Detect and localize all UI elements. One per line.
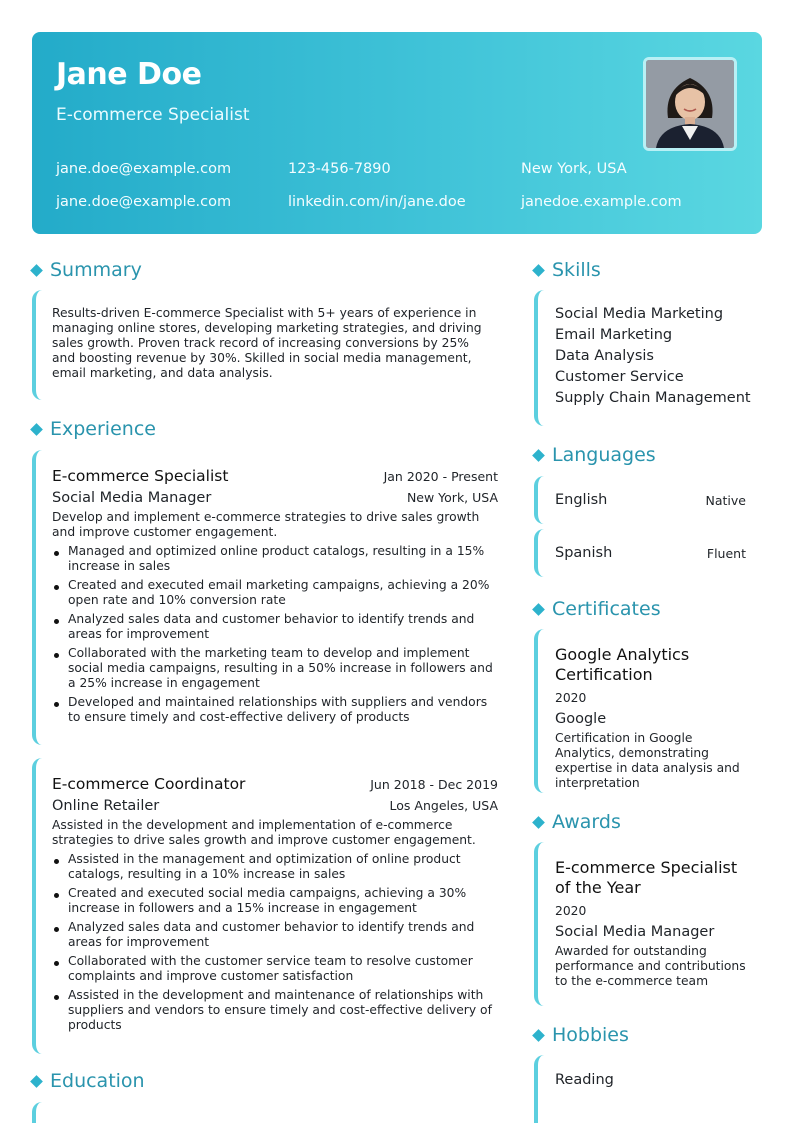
- profile-photo: [643, 57, 737, 151]
- experience-item: [32, 450, 496, 745]
- summary-heading: [32, 258, 142, 282]
- awards-heading: [534, 810, 621, 834]
- profile-photo-portrait: [646, 60, 734, 148]
- job-bullet: Created and executed email marketing campaigns, achieving a 20% open rate and 10% conversion rate: [52, 578, 498, 608]
- language-level: Fluent: [706, 545, 746, 561]
- diamond-icon: [30, 264, 43, 277]
- contact-phone[interactable]: 123-456-7890: [288, 161, 391, 177]
- job-description: Develop and implement e-commerce strategies to drive sales growth and improve customer engagement.: [52, 510, 480, 539]
- job-bullet: Managed and optimized online product catalogs, resulting in a 15% increase in sales: [52, 544, 498, 574]
- job-bullets: [52, 544, 498, 725]
- diamond-icon: [30, 423, 43, 436]
- certificate-title: Google Analytics Certification: [555, 645, 690, 684]
- certificate-description: Certification in Google Analytics, demonstrating expertise in data analysis and interpretation: [555, 731, 740, 790]
- hobbies-card: [534, 1055, 762, 1123]
- skills-card: [534, 290, 762, 426]
- job-title: E-commerce Specialist: [52, 467, 229, 485]
- diamond-icon: [30, 1075, 43, 1088]
- diamond-icon: [532, 449, 545, 462]
- hobbies-heading-label: Hobbies: [552, 1024, 629, 1046]
- skills-heading: [534, 258, 601, 282]
- certificate-item: [534, 629, 762, 793]
- education-card: [32, 1102, 496, 1123]
- skills-heading-label: Skills: [552, 259, 601, 281]
- job-bullet: Collaborated with the customer service team to resolve customer complaints and improve customer satisfaction: [52, 954, 498, 984]
- job-dates: Jan 2020 - Present: [383, 469, 498, 484]
- contact-linkedin[interactable]: linkedin.com/in/jane.doe: [288, 194, 466, 210]
- certificates-heading: [534, 597, 661, 621]
- job-bullet: Created and executed social media campaigns, achieving a 30% increase in followers and a 15% increase in engagement: [52, 886, 498, 916]
- job-bullet: Analyzed sales data and customer behavior to identify trends and areas for improvement: [52, 612, 498, 642]
- language-item: [534, 529, 762, 577]
- experience-item: [32, 758, 496, 1054]
- diamond-icon: [532, 816, 545, 829]
- language-name: English: [555, 492, 608, 508]
- award-item: [534, 842, 762, 1006]
- job-bullet: Analyzed sales data and customer behavior to identify trends and areas for improvement: [52, 920, 498, 950]
- language-item: [534, 476, 762, 524]
- contact-website[interactable]: janedoe.example.com: [521, 194, 682, 210]
- job-description: Assisted in the development and implementation of e-commerce strategies to drive sales growth and improve customer engagement.: [52, 818, 476, 847]
- summary-card: [32, 290, 496, 400]
- skill-item: Social Media Marketing: [555, 306, 724, 322]
- certificates-heading-label: Certificates: [552, 598, 661, 620]
- experience-heading: [32, 417, 156, 441]
- job-company: Social Media Manager: [52, 490, 212, 506]
- education-heading: [32, 1069, 145, 1093]
- job-bullet: Assisted in the development and maintenance of relationships with suppliers and vendors to ensure timely and cost-effective delivery of products: [52, 988, 498, 1033]
- candidate-name: Jane Doe: [56, 57, 202, 92]
- language-name: Spanish: [555, 545, 613, 561]
- contact-email[interactable]: jane.doe@example.com: [56, 161, 232, 177]
- summary-heading-label: Summary: [50, 259, 142, 281]
- certificate-year: 2020: [555, 691, 587, 705]
- award-description: Awarded for outstanding performance and contributions to the e-commerce team: [555, 944, 746, 988]
- language-level: Native: [705, 492, 746, 508]
- diamond-icon: [532, 1029, 545, 1042]
- job-company: Online Retailer: [52, 798, 160, 814]
- job-bullet: Developed and maintained relationships with suppliers and vendors to ensure timely and cost-effective delivery of products: [52, 695, 498, 725]
- award-issuer: Social Media Manager: [555, 924, 715, 940]
- resume-header: [32, 32, 762, 234]
- job-bullet: Assisted in the management and optimization of online product catalogs, resulting in a 10% increase in sales: [52, 852, 498, 882]
- experience-heading-label: Experience: [50, 418, 156, 440]
- skill-item: Supply Chain Management: [555, 390, 751, 406]
- languages-heading-label: Languages: [552, 444, 656, 466]
- skill-item: Email Marketing: [555, 327, 673, 343]
- languages-heading: [534, 443, 656, 467]
- job-location: New York, USA: [406, 490, 498, 505]
- candidate-title: E-commerce Specialist: [56, 105, 250, 125]
- hobbies-heading: [534, 1023, 629, 1047]
- job-location: Los Angeles, USA: [389, 798, 498, 813]
- award-title: E-commerce Specialist of the Year: [555, 858, 738, 897]
- job-dates: Jun 2018 - Dec 2019: [370, 777, 498, 792]
- education-heading-label: Education: [50, 1070, 145, 1092]
- hobby-item: Reading: [555, 1072, 614, 1088]
- skill-item: Customer Service: [555, 369, 684, 385]
- award-year: 2020: [555, 904, 587, 918]
- summary-text: Results-driven E-commerce Specialist with 5+ years of experience in managing online stores, developing marketing strategies, and driving sales growth. Proven track record of increasing conversions by 25% and boosting revenue by 30%. Skilled in social media management, email marketing, and data analysis.: [52, 306, 482, 380]
- contact-location: New York, USA: [521, 161, 627, 177]
- skill-item: Data Analysis: [555, 348, 654, 364]
- awards-heading-label: Awards: [552, 811, 621, 833]
- contact-email-secondary[interactable]: jane.doe@example.com: [56, 194, 232, 210]
- job-bullet: Collaborated with the marketing team to develop and implement social media campaigns, resulting in a 50% increase in followers and a 25% increase in engagement: [52, 646, 498, 691]
- certificate-issuer: Google: [555, 711, 607, 727]
- diamond-icon: [532, 603, 545, 616]
- job-bullets: [52, 852, 498, 1033]
- job-title: E-commerce Coordinator: [52, 775, 246, 793]
- diamond-icon: [532, 264, 545, 277]
